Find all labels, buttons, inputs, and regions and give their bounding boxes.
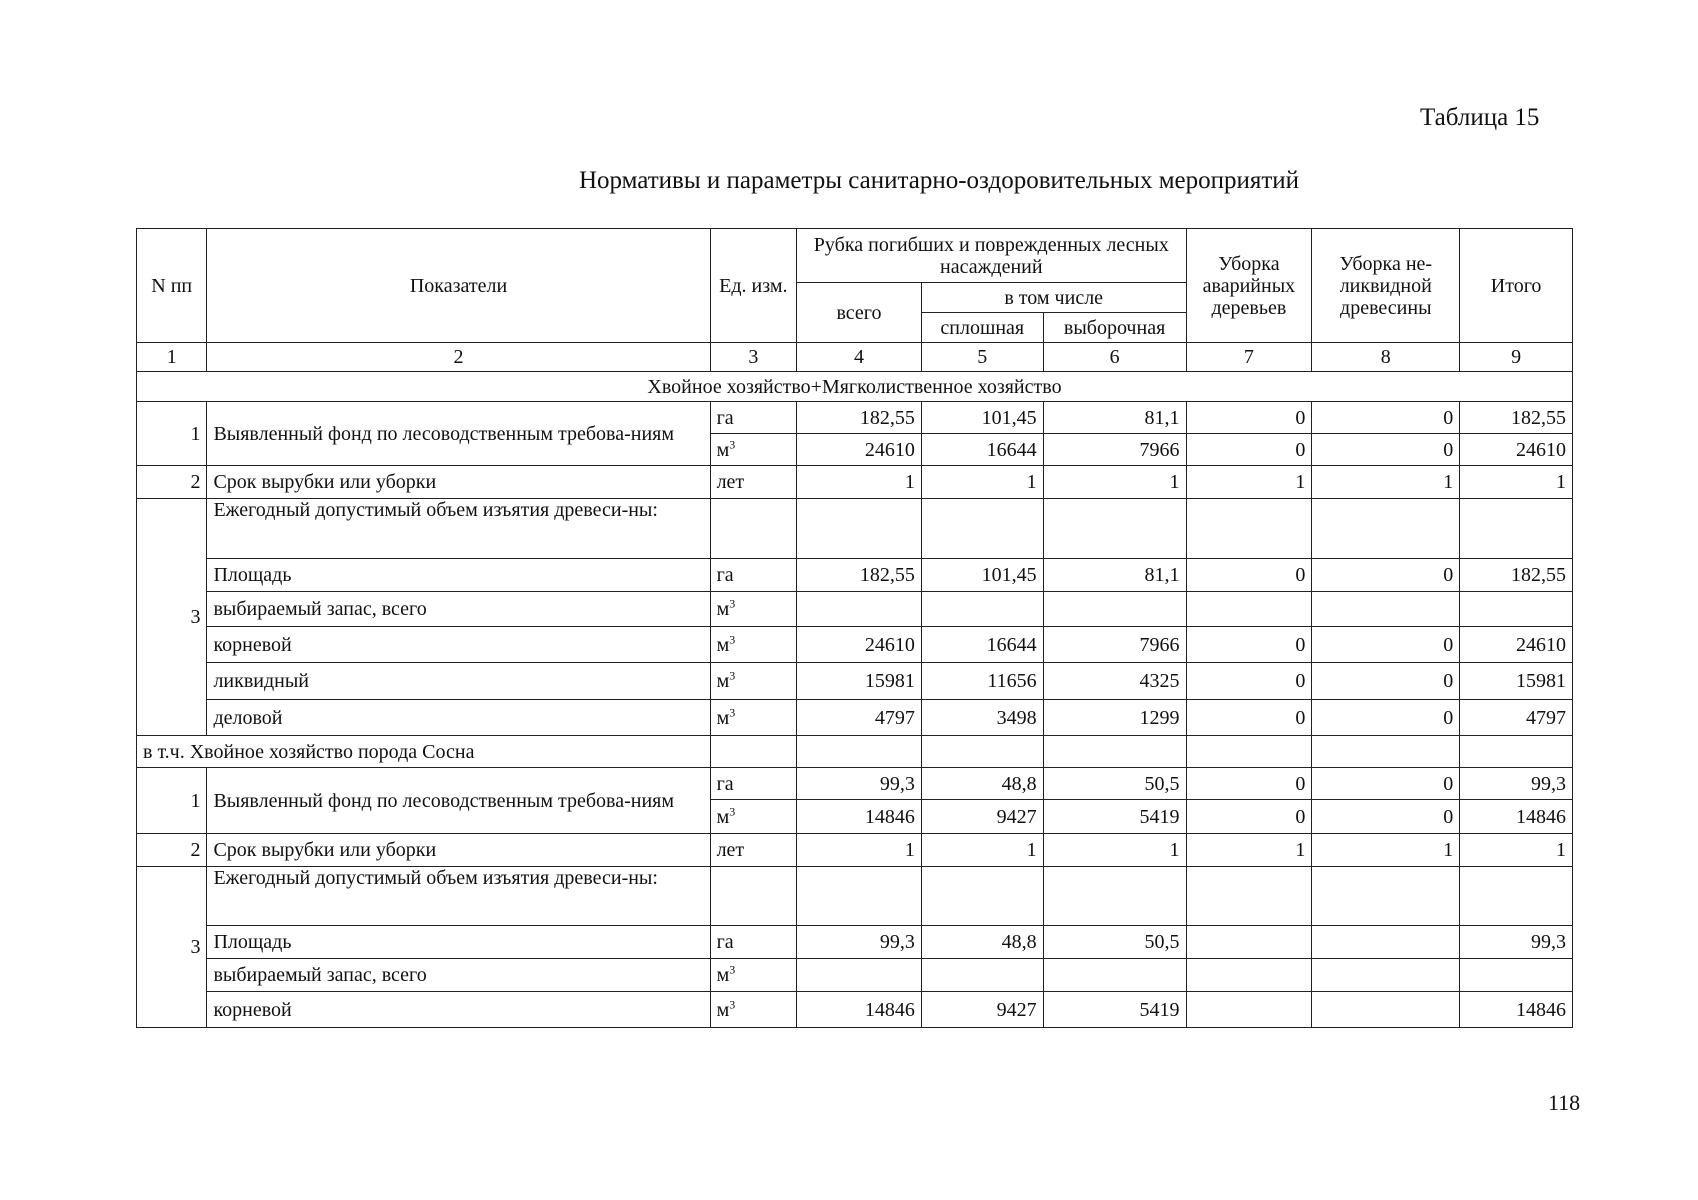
- cell-value: 5419: [1043, 992, 1186, 1028]
- cell-value: 0: [1186, 559, 1312, 592]
- cell-value: [1043, 592, 1186, 627]
- cell-value: 0: [1186, 663, 1312, 700]
- table-row: [137, 959, 1573, 992]
- cell-value: 1: [921, 834, 1043, 867]
- cell-value: 15981: [1460, 663, 1573, 700]
- cell-value: [1312, 959, 1460, 992]
- cell-value: 4797: [1460, 700, 1573, 736]
- cell-value: 5419: [1043, 800, 1186, 834]
- cell-value: 48,8: [921, 926, 1043, 959]
- cell-value: 1: [1460, 834, 1573, 867]
- row-label: Выявленный фонд по лесоводственным требова-ниям: [207, 402, 710, 466]
- cell-value: 99,3: [1460, 768, 1573, 800]
- cell-value: 0: [1312, 402, 1460, 434]
- cell-value: 81,1: [1043, 559, 1186, 592]
- row-unit: лет: [710, 834, 797, 867]
- cell-value: 1: [1312, 466, 1460, 499]
- cell-value: [1460, 959, 1573, 992]
- header-selective: выборочная: [1043, 313, 1186, 343]
- cell-value: 182,55: [797, 559, 922, 592]
- table-row: [137, 867, 1573, 926]
- cell-value: [1312, 926, 1460, 959]
- cell-value: [921, 592, 1043, 627]
- col-number: 2: [207, 343, 710, 372]
- cell-value: 1: [1312, 834, 1460, 867]
- header-indicators: Показатели: [207, 229, 710, 343]
- cell-value: 1: [797, 466, 922, 499]
- table-row: [137, 559, 1573, 592]
- cell-value: 14846: [1460, 992, 1573, 1028]
- row-num: 2: [137, 466, 207, 499]
- row-num: 1: [137, 768, 207, 834]
- cell-value: 0: [1312, 434, 1460, 466]
- row-unit: га: [710, 768, 797, 800]
- cell-value: [1312, 592, 1460, 627]
- cell-value: 14846: [1460, 800, 1573, 834]
- row-num: 2: [137, 834, 207, 867]
- cell-value: [1043, 959, 1186, 992]
- row-num: 3: [137, 867, 207, 1028]
- cell-value: 0: [1186, 700, 1312, 736]
- cell-value: 1: [1186, 834, 1312, 867]
- cell-value: [1460, 592, 1573, 627]
- row-unit: $м^3$: [710, 992, 797, 1028]
- cell-value: 24610: [797, 434, 922, 466]
- row-label: выбираемый запас, всего: [207, 592, 710, 627]
- header-illiquid: Уборка не-ликвидной древесины: [1312, 229, 1460, 343]
- cell-value: [1186, 592, 1312, 627]
- cell-value: 1: [1043, 834, 1186, 867]
- cell-value: 0: [1186, 402, 1312, 434]
- cell-value: 4325: [1043, 663, 1186, 700]
- cell-value: 0: [1186, 800, 1312, 834]
- cell-value: 182,55: [1460, 402, 1573, 434]
- row-unit: $м^3$: [710, 700, 797, 736]
- table-row: [137, 834, 1573, 867]
- table-row: [137, 402, 1573, 434]
- col-number: 9: [1460, 343, 1573, 372]
- row-unit: $м^3$: [710, 627, 797, 663]
- cell-value: 182,55: [1460, 559, 1573, 592]
- section-row: [137, 372, 1573, 402]
- cell-value: 0: [1186, 627, 1312, 663]
- row-unit: $м^3$: [710, 434, 797, 466]
- cell-value: 182,55: [797, 402, 922, 434]
- cell-value: [1312, 992, 1460, 1028]
- row-label: Ежегодный допустимый объем изъятия древеси-ны:: [207, 867, 710, 926]
- row-unit: га: [710, 559, 797, 592]
- cell-value: 0: [1312, 559, 1460, 592]
- section-title: в т.ч. Хвойное хозяйство порода Сосна: [137, 736, 711, 768]
- column-numbers-row: [137, 343, 1573, 372]
- table-row: [137, 663, 1573, 700]
- row-label: Срок вырубки или уборки: [207, 466, 710, 499]
- cell-value: 99,3: [797, 926, 922, 959]
- cell-value: 7966: [1043, 434, 1186, 466]
- cell-value: 1: [921, 466, 1043, 499]
- table-label: Таблица 15: [1420, 104, 1540, 131]
- row-label: выбираемый запас, всего: [207, 959, 710, 992]
- col-number: 7: [1186, 343, 1312, 372]
- table-row: [137, 466, 1573, 499]
- cell-value: 14846: [797, 800, 922, 834]
- col-number: 1: [137, 343, 207, 372]
- cell-value: 1: [1460, 466, 1573, 499]
- cell-value: 9427: [921, 992, 1043, 1028]
- cell-value: 24610: [1460, 434, 1573, 466]
- cell-value: 1: [1186, 466, 1312, 499]
- row-label: Выявленный фонд по лесоводственным требова-ниям: [207, 768, 710, 834]
- cell-value: 16644: [921, 627, 1043, 663]
- cell-value: 0: [1186, 434, 1312, 466]
- cell-value: [921, 959, 1043, 992]
- cell-value: [797, 592, 922, 627]
- row-label: ликвидный: [207, 663, 710, 700]
- header-emergency: Уборка аварийных деревьев: [1186, 229, 1312, 343]
- cell-value: 0: [1312, 768, 1460, 800]
- table-row: [137, 768, 1573, 800]
- row-label: Ежегодный допустимый объем изъятия древеси-ны:: [207, 499, 710, 559]
- row-unit: $м^3$: [710, 800, 797, 834]
- cell-value: 101,45: [921, 559, 1043, 592]
- cell-value: [797, 959, 922, 992]
- header-row-1: [137, 229, 1573, 283]
- cell-value: 15981: [797, 663, 922, 700]
- cell-value: [1186, 959, 1312, 992]
- row-label: Площадь: [207, 926, 710, 959]
- header-including: в том числе: [921, 283, 1186, 313]
- cell-value: 14846: [797, 992, 922, 1028]
- row-label: деловой: [207, 700, 710, 736]
- row-unit: $м^3$: [710, 592, 797, 627]
- cell-value: 11656: [921, 663, 1043, 700]
- row-unit: лет: [710, 466, 797, 499]
- page-number: 118: [1548, 1090, 1581, 1115]
- cell-value: [1186, 992, 1312, 1028]
- cell-value: 16644: [921, 434, 1043, 466]
- section-row: [137, 736, 1573, 768]
- table-row: [137, 627, 1573, 663]
- cell-value: 99,3: [797, 768, 922, 800]
- norms-table: [136, 228, 1573, 1028]
- table-row: [137, 926, 1573, 959]
- cell-value: 0: [1312, 800, 1460, 834]
- cell-value: 24610: [797, 627, 922, 663]
- cell-value: 0: [1312, 663, 1460, 700]
- table-row: [137, 499, 1573, 559]
- row-unit: га: [710, 926, 797, 959]
- header-num: N пп: [137, 229, 207, 343]
- col-number: 6: [1043, 343, 1186, 372]
- cell-value: 50,5: [1043, 768, 1186, 800]
- table-row: [137, 700, 1573, 736]
- header-total-all: всего: [797, 283, 922, 343]
- row-unit: га: [710, 402, 797, 434]
- cell-value: 9427: [921, 800, 1043, 834]
- cell-value: 3498: [921, 700, 1043, 736]
- header-clear: сплошная: [921, 313, 1043, 343]
- table-row: [137, 992, 1573, 1028]
- cell-value: 7966: [1043, 627, 1186, 663]
- cell-value: 0: [1312, 700, 1460, 736]
- cell-value: 101,45: [921, 402, 1043, 434]
- cell-value: 50,5: [1043, 926, 1186, 959]
- header-cutting: Рубка погибших и поврежденных лесных насаждений: [797, 229, 1186, 283]
- header-unit: Ед. изм.: [710, 229, 797, 343]
- row-unit: $м^3$: [710, 959, 797, 992]
- row-label: Срок вырубки или уборки: [207, 834, 710, 867]
- col-number: 3: [710, 343, 797, 372]
- cell-value: 81,1: [1043, 402, 1186, 434]
- cell-value: 0: [1186, 768, 1312, 800]
- row-num: 3: [137, 499, 207, 736]
- col-number: 4: [797, 343, 922, 372]
- row-unit: $м^3$: [710, 663, 797, 700]
- col-number: 5: [921, 343, 1043, 372]
- cell-value: 24610: [1460, 627, 1573, 663]
- cell-value: 0: [1312, 627, 1460, 663]
- cell-value: [1186, 926, 1312, 959]
- row-num: 1: [137, 402, 207, 466]
- row-label: корневой: [207, 992, 710, 1028]
- cell-value: 1: [797, 834, 922, 867]
- cell-value: 48,8: [921, 768, 1043, 800]
- table-row: [137, 592, 1573, 627]
- row-label: корневой: [207, 627, 710, 663]
- cell-value: 4797: [797, 700, 922, 736]
- header-total: Итого: [1460, 229, 1573, 343]
- cell-value: 1: [1043, 466, 1186, 499]
- row-label: Площадь: [207, 559, 710, 592]
- document-title: Нормативы и параметры санитарно-оздоровительных мероприятий: [578, 167, 1300, 194]
- cell-value: 99,3: [1460, 926, 1573, 959]
- section-title: Хвойное хозяйство+Мягколиственное хозяйство: [137, 372, 1573, 402]
- cell-value: 1299: [1043, 700, 1186, 736]
- col-number: 8: [1312, 343, 1460, 372]
